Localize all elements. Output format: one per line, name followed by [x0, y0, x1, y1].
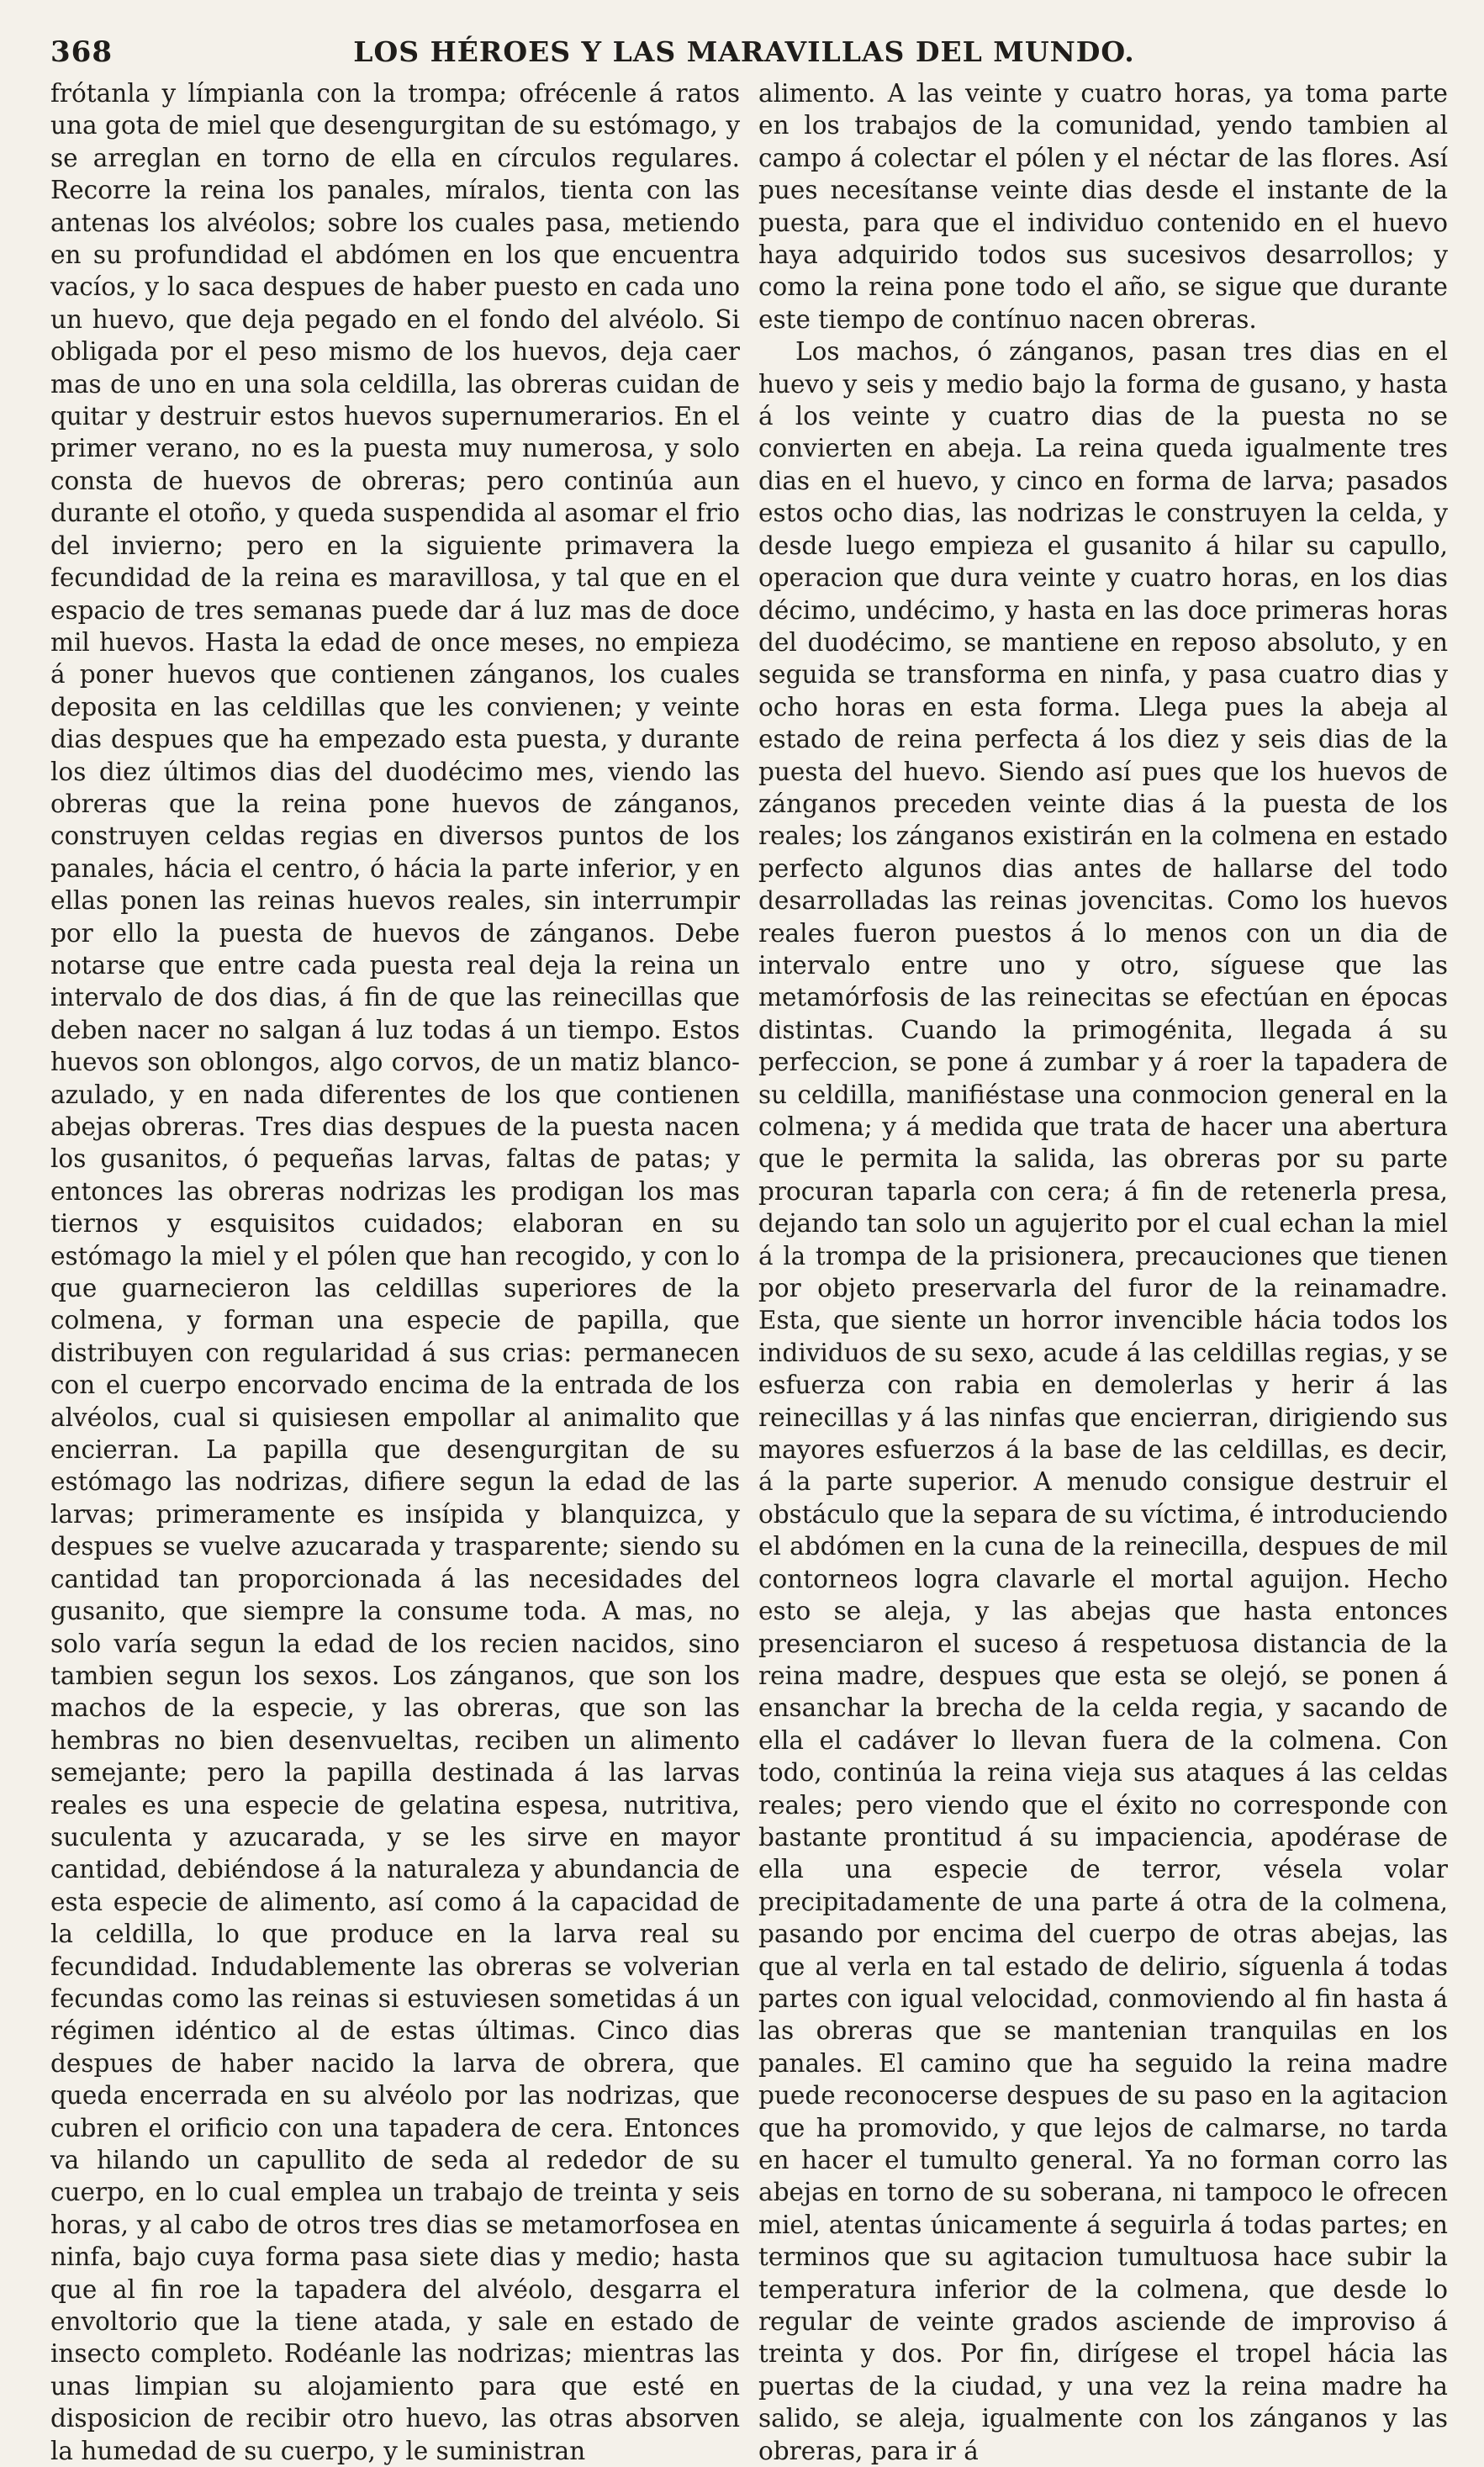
left-text-column [50, 77, 740, 2467]
page-header [50, 35, 1438, 74]
right-paragraph-1: alimento. A las veinte y cuatro horas, ya toma parte en los trabajos de la comunidad, yendo tambien al campo á colectar el pólen y el néctar de las flores. Así pues necesítanse veinte dias desde el instante de la puesta, para que el individuo contenido en el huevo haya adquirido todos sus sucesivos desarrollos; y como la reina pone todo el año, se sigue que durante este tiempo de contínuo nacen obreras. [758, 79, 1448, 334]
left-paragraph-1: frótanla y límpianla con la trompa; ofrécenle á ratos una gota de miel que desengurgitan de su estómago, y se arreglan en torno de ella en círculos regulares. Recorre la reina los panales, míralos, tienta con las antenas los alvéolos; sobre los cuales pasa, metiendo en su profundidad el abdómen en los que encuentra vacíos, y lo saca despues de haber puesto en cada uno un huevo, que deja pegado en el fondo del alvéolo. Si obligada por el peso mismo de los huevos, deja caer mas de uno en una sola celdilla, las obreras cuidan de quitar y destruir estos huevos supernumerarios. En el primer verano, no es la puesta muy numerosa, y solo consta de huevos de obreras; pero continúa aun durante el otoño, y queda suspendida al asomar el frio del invierno; pero en la siguiente primavera la fecundidad de la reina es maravillosa, y tal que en el espacio de tres semanas puede dar á luz mas de doce mil huevos. Hasta la edad de once meses, no empieza á poner huevos que contienen zánganos, los cuales deposita en las celdillas que les convienen; y veinte dias despues que ha empezado esta puesta, y durante los diez últimos dias del duodécimo mes, viendo las obreras que la reina pone huevos de zánganos, construyen celdas regias en diversos puntos de los panales, hácia el centro, ó hácia la parte inferior, y en ellas ponen las reinas huevos reales, sin interrumpir por ello la puesta de huevos de zánganos. Debe notarse que entre cada puesta real deja la reina un intervalo de dos dias, á fin de que las reinecillas que deben nacer no salgan á luz todas á un tiempo. Estos huevos son oblongos, algo corvos, de un matiz blanco-azulado, y en nada diferentes de los que contienen abejas obreras. Tres dias despues de la puesta nacen los gusanitos, ó pequeñas larvas, faltas de patas; y entonces las obreras nodrizas les prodigan los mas tiernos y esquisitos cuidados; elaboran en su estómago la miel y el pólen que han recogido, y con lo que guarnecieron las celdillas superiores de la colmena, y forman una especie de papilla, que distribuyen con regularidad á sus crias: permanecen con el cuerpo encorvado encima de la entrada de los alvéolos, cual si quisiesen empollar al animalito que encierran. La papilla que desengurgitan de su estómago las nodrizas, difiere segun la edad de las larvas; primeramente es insípida y blanquizca, y despues se vuelve azucarada y trasparente; siendo su cantidad tan proporcionada á las necesidades del gusanito, que siempre la consume toda. A mas, no solo varía segun la edad de los recien nacidos, sino tambien segun los sexos. Los zánganos, que son los machos de la especie, y las obreras, que son las hembras no bien desenvueltas, reciben un alimento semejante; pero la papilla destinada á las larvas reales es una especie de gelatina espesa, nutritiva, suculenta y azucarada, y se les sirve en mayor cantidad, debiéndose á la naturaleza y abundancia de esta especie de alimento, así como á la capacidad de la celdilla, lo que produce en la larva real su fecundidad. Indudablemente las obreras se volverian fecundas como las reinas si estuviesen sometidas á un régimen idéntico al de estas últimas. Cinco dias despues de haber nacido la larva de obrera, que queda encerrada en su alvéolo por las nodrizas, que cubren el orificio con una tapadera de cera. Entonces va hilando un capullito de seda al rededor de su cuerpo, en lo cual emplea un trabajo de treinta y seis horas, y al cabo de otros tres dias se metamorfosea en ninfa, bajo cuya forma pasa siete dias y medio; hasta que al fin roe la tapadera del alvéolo, desgarra el envoltorio que la tiene atada, y sale en estado de insecto completo. Rodéanle las nodrizas; mientras las unas limpian su alojamiento para que esté en disposicion de recibir otro huevo, las otras absorven la humedad de su cuerpo, y le suministran [50, 79, 740, 2465]
right-text-column [758, 77, 1448, 2467]
right-paragraph-2: Los machos, ó zánganos, pasan tres dias en el huevo y seis y medio bajo la forma de gusano, y hasta á los veinte y cuatro dias de la puesta no se convierten en abeja. La reina queda igualmente tres dias en el huevo, y cinco en forma de larva; pasados estos ocho dias, las nodrizas le construyen la celda, y desde luego empieza el gusanito á hilar su capullo, operacion que dura veinte y cuatro horas, en los dias décimo, undécimo, y hasta en las doce primeras horas del duodécimo, se mantiene en reposo absoluto, y en seguida se transforma en ninfa, y pasa cuatro dias y ocho horas en esta forma. Llega pues la abeja al estado de reina perfecta á los diez y seis dias de la puesta del huevo. Siendo así pues que los huevos de zánganos preceden veinte dias á la puesta de los reales; los zánganos existirán en la colmena en estado perfecto algunos dias antes de hallarse del todo desarrolladas las reinas jovencitas. Como los huevos reales fueron puestos á lo menos con un dia de intervalo entre uno y otro, síguese que las metamórfosis de las reinecitas se efectúan en épocas distintas. Cuando la primogénita, llegada á su perfeccion, se pone á zumbar y á roer la tapadera de su celdilla, manifiéstase una conmocion general en la colmena; y á medida que trata de hacer una abertura que le permita la salida, las obreras por su parte procuran taparla con cera; á fin de retenerla presa, dejando tan solo un agujerito por el cual echan la miel á la trompa de la prisionera, precauciones que tienen por objeto preservarla del furor de la reinamadre. Esta, que siente un horror invencible hácia todos los individuos de su sexo, acude á las celdillas regias, y se esfuerza con rabia en demolerlas y herir á las reinecillas y á las ninfas que encierran, dirigiendo sus mayores esfuerzos á la base de las celdillas, es decir, á la parte superior. A menudo consigue destruir el obstáculo que la separa de su víctima, é introduciendo el abdómen en la cuna de la reinecilla, despues de mil contorneos logra clavarle el mortal aguijon. Hecho esto se aleja, y las abejas que hasta entonces presenciaron el suceso á respetuosa distancia de la reina madre, despues que esta se olejó, se ponen á ensanchar la brecha de la celda regia, y sacando de ella el cadáver lo llevan fuera de la colmena. Con todo, continúa la reina vieja sus ataques á las celdas reales; pero viendo que el éxito no corresponde con bastante prontitud á su impaciencia, apodérase de ella una especie de terror, vésela volar precipitadamente de una parte á otra de la colmena, pasando por encima del cuerpo de otras abejas, las que al verla en tal estado de delirio, síguenla á todas partes con igual velocidad, conmoviendo al fin hasta á las obreras que se mantenian tranquilas en los panales. El camino que ha seguido la reina madre puede reconocerse despues de su paso en la agitacion que ha promovido, y que lejos de calmarse, no tarda en hacer el tumulto general. Ya no forman corro las abejas en torno de su soberana, ni tampoco le ofrecen miel, atentas únicamente á seguirla á todas partes; en terminos que su agitacion tumultuosa hace subir la temperatura inferior de la colmena, que desde lo regular de veinte grados asciende de improviso á treinta y dos. Por fin, dirígese el tropel hácia las puertas de la ciudad, y una vez la reina madre ha salido, se aleja, igualmente con los zánganos y las obreras, para ir á [758, 337, 1448, 2465]
page-number: 368 [50, 35, 113, 69]
running-title: LOS HÉROES Y LAS MARAVILLAS DEL MUNDO. [353, 35, 1135, 68]
